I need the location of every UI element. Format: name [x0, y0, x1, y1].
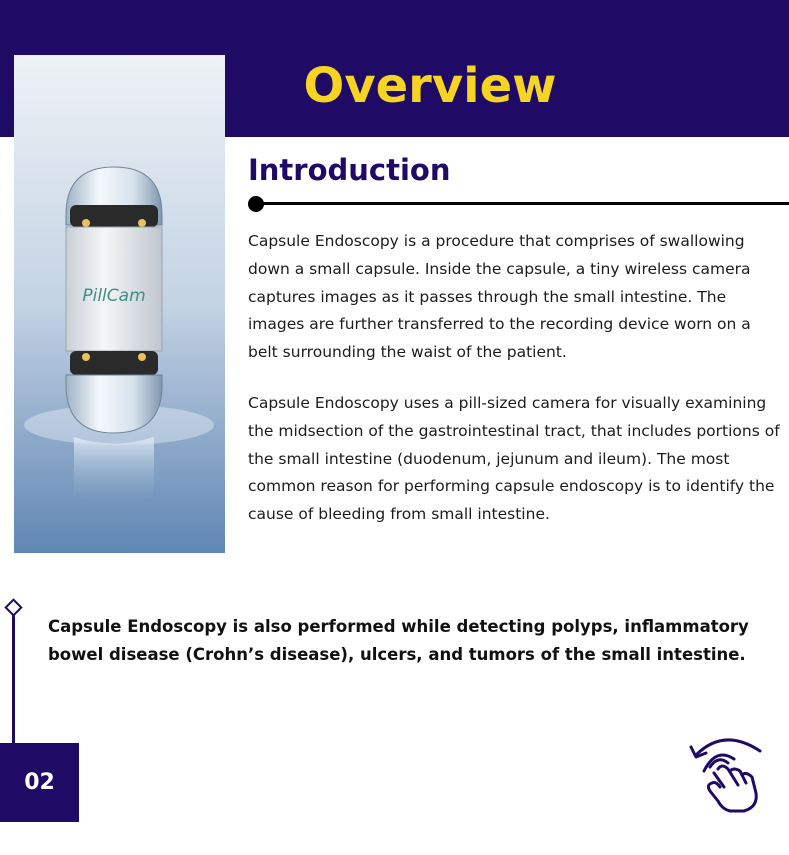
intro-paragraph-1: Capsule Endoscopy is a procedure that comprises of swallowing down a small capsule. Inside the capsule, a tiny wireless camera captures images as it passes through the small intestine. The images are further transferred to the recording device worn on a belt surrounding the waist of the patient.: [248, 232, 751, 362]
divider-line: [256, 202, 789, 205]
divider-dot: [248, 196, 264, 212]
timeline-diamond-icon: [4, 598, 22, 616]
capsule-brand-text: PillCam: [82, 286, 146, 306]
intro-paragraph-2: Capsule Endoscopy uses a pill-sized camera for visually examining the midsection of the gastrointestinal tract, that includes portions of the small intestine (duodenum, jejunum and ileum). The most common reason for performing capsule endoscopy is to identify the cause of bleeding from small intestine.: [248, 394, 780, 524]
swipe-gesture-icon: [688, 733, 764, 813]
callout-text: Capsule Endoscopy is also performed while detecting polyps, inflammatory bowel disease (Crohn’s disease), ulcers, and tumors of the small intestine.: [48, 617, 749, 664]
section-heading: Introduction: [248, 153, 451, 187]
page-number: 02: [24, 770, 55, 795]
section-divider: [248, 196, 789, 212]
timeline-line: [12, 612, 15, 747]
capsule-endoscope-photo: [14, 55, 225, 553]
page-title: Overview: [303, 58, 557, 114]
page-number-badge: [0, 743, 79, 822]
